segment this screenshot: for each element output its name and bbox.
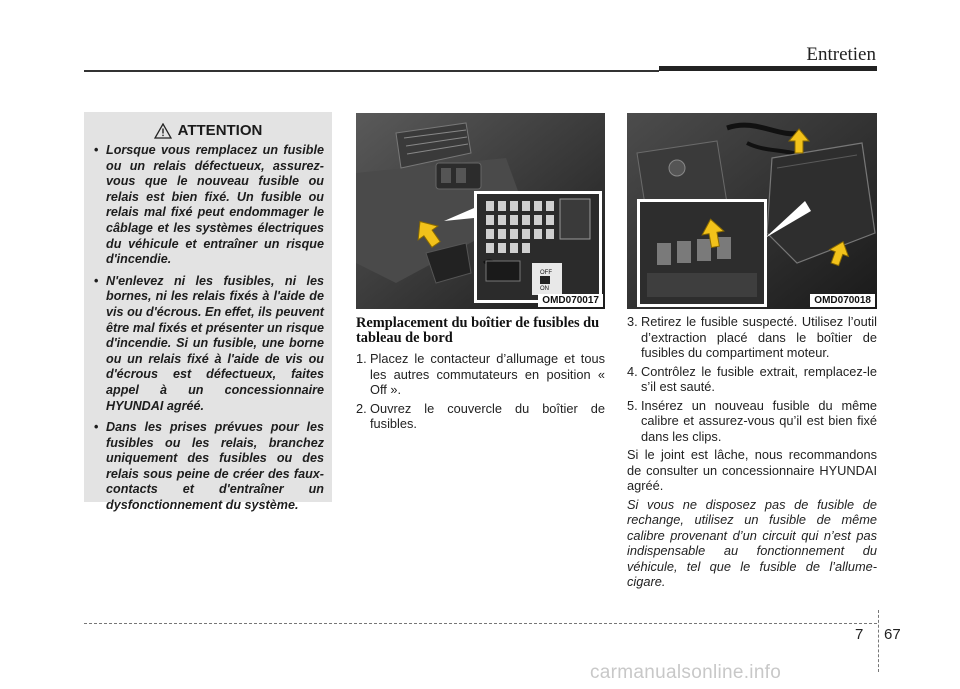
attention-item: • Dans les prises prévues pour les fusibles ou les relais, branchez uniquement des fusibles ou des relais sous peine de créer des faux-contacts et d'entraîner un dysfonctionnement du système. xyxy=(92,420,324,514)
attention-item: • N'enlevez ni les fusibles, ni les bornes, ni les relais fixés à l'aide de vis ou d'écrous. En effet, ils peuvent être mal fixés et présenter un risque d'incendie. Si un fusible, une borne ou un relais fixé à l'aide de vis ou d'écrous est défectueux, faites appel à un concessionnaire HYUNDAI agréé. xyxy=(92,274,324,414)
switch-on-label: ON xyxy=(540,286,549,292)
step-item xyxy=(627,364,877,395)
engine-fuse-box-illustration xyxy=(627,113,877,309)
attention-item: • Lorsque vous remplacez un fusible ou un relais défectueux, assurez-vous que le nouveau fusible ou relais est bien fixé. Un fusible ou relais mal fixé peut endommager le câblage et les systèmes électriques du véhicule et entraîner un risque d'incendie. xyxy=(92,143,324,268)
step-text: Insérez un nouveau fusible du même calibre et assurez-vous qu’il est bien fixé dans les clips. xyxy=(641,397,877,444)
header-rule-accent xyxy=(659,66,877,71)
header-rule xyxy=(84,70,659,72)
header-title: Entretien xyxy=(806,44,876,65)
right-column xyxy=(627,314,877,593)
section-title: Remplacement du boîtier de fusibles du tableau de bord xyxy=(356,315,600,346)
photo-code-label: OMD070017 xyxy=(538,294,603,307)
step-text: Placez le contacteur d’allumage et tous les autres commutateurs en position « Off ». xyxy=(370,351,605,397)
step-text: Ouvrez le couvercle du boîtier de fusibles. xyxy=(370,400,605,431)
warning-icon xyxy=(154,123,172,139)
spare-fuse-note: Si vous ne disposez pas de fusible de rechange, utilisez un fusible de même calibre provenant d’un circuit qui n’est pas indispensable au fonctionnement du véhicule, tel que le fusible de l’allume-cigare. xyxy=(627,496,877,589)
step-number: 4. xyxy=(627,363,638,379)
interior-fuse-panel-illustration xyxy=(356,113,605,309)
photo-code-label: OMD070018 xyxy=(810,294,875,307)
step-text: Contrôlez le fusible extrait, remplacez-le s’il est sauté. xyxy=(641,363,877,394)
attention-list xyxy=(92,143,324,514)
watermark: carmanualsonline.info xyxy=(590,662,782,683)
attention-heading xyxy=(92,122,324,139)
middle-column xyxy=(356,316,605,435)
attention-box xyxy=(84,112,332,513)
dealer-paragraph: Si le joint est lâche, nous recommandons de consulter un concessionnaire HYUNDAI agréé. xyxy=(627,447,877,493)
step-number: 3. xyxy=(627,314,638,329)
interior-fuse-panel-photo xyxy=(356,113,605,309)
footer-divider xyxy=(878,610,879,672)
footer-rule xyxy=(84,623,877,624)
engine-fuse-box-photo xyxy=(627,113,877,309)
step-number: 1. xyxy=(356,351,367,366)
step-item xyxy=(627,314,877,361)
step-number: 2. xyxy=(356,400,367,416)
switch-off-label: OFF xyxy=(540,270,552,276)
step-item xyxy=(356,401,605,432)
steps-list xyxy=(356,351,605,432)
steps-list xyxy=(627,314,877,444)
attention-heading-text: ATTENTION xyxy=(177,122,263,139)
step-item xyxy=(356,351,605,398)
chapter-number: 7 xyxy=(855,626,864,643)
step-item xyxy=(627,398,877,445)
page-number: 67 xyxy=(884,626,901,643)
step-number: 5. xyxy=(627,397,638,413)
step-text: Retirez le fusible suspecté. Utilisez l’outil d’extraction placé dans le boîtier de fusibles du compartiment moteur. xyxy=(641,314,877,360)
